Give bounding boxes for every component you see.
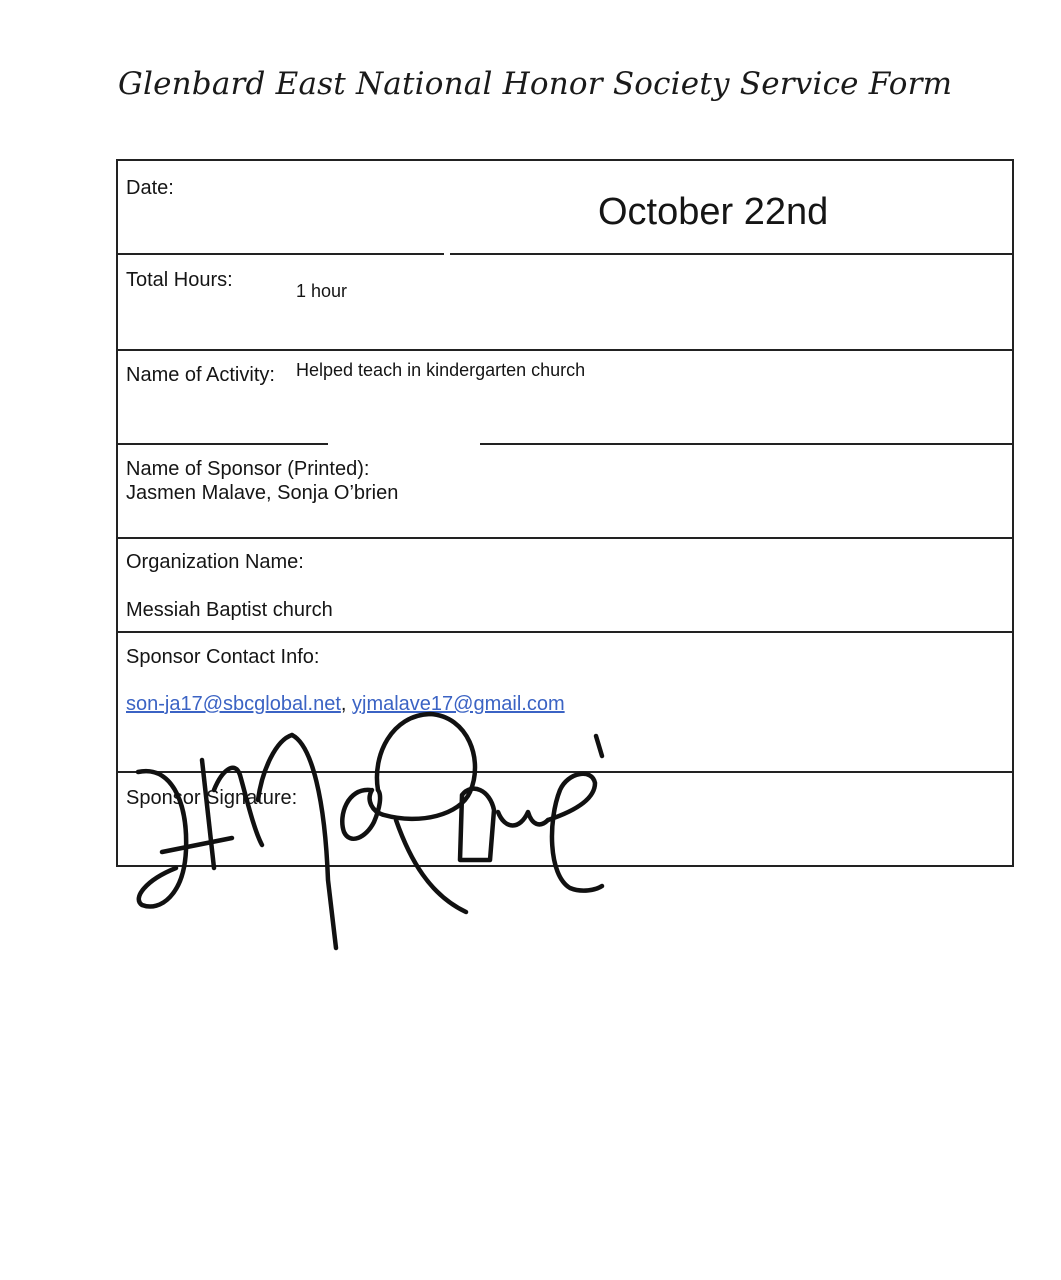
sponsor-name-value: Jasmen Malave, Sonja O’brien xyxy=(126,482,399,504)
activity-label: Name of Activity: xyxy=(126,364,275,386)
contact-emails xyxy=(126,693,565,716)
organization-value: Messiah Baptist church xyxy=(126,599,333,621)
date-row xyxy=(118,161,1012,255)
total-hours-row xyxy=(118,255,1012,351)
email-separator: , xyxy=(340,693,353,715)
total-hours-label: Total Hours: xyxy=(126,269,233,291)
form-title: Glenbard East National Honor Society Service Form xyxy=(118,66,953,102)
signature-row xyxy=(118,773,1012,865)
organization-label: Organization Name: xyxy=(126,551,304,573)
activity-row xyxy=(118,351,1012,445)
total-hours-value: 1 hour xyxy=(296,281,348,301)
date-label: Date: xyxy=(126,177,174,199)
sponsor-name-row xyxy=(118,445,1012,539)
organization-row xyxy=(118,539,1012,633)
sponsor-email-link-2[interactable]: yjmalave17@gmail.com xyxy=(352,693,565,715)
sponsor-email-link-1[interactable]: son-ja17@sbcglobal.net xyxy=(126,693,341,715)
service-form-table xyxy=(116,159,1014,867)
signature-label: Sponsor Signature: xyxy=(126,787,298,809)
date-value: October 22nd xyxy=(598,191,829,233)
contact-row xyxy=(118,633,1012,773)
contact-label: Sponsor Contact Info: xyxy=(126,646,320,668)
sponsor-name-label: Name of Sponsor (Printed): xyxy=(126,458,370,480)
activity-value: Helped teach in kindergarten church xyxy=(296,360,586,380)
